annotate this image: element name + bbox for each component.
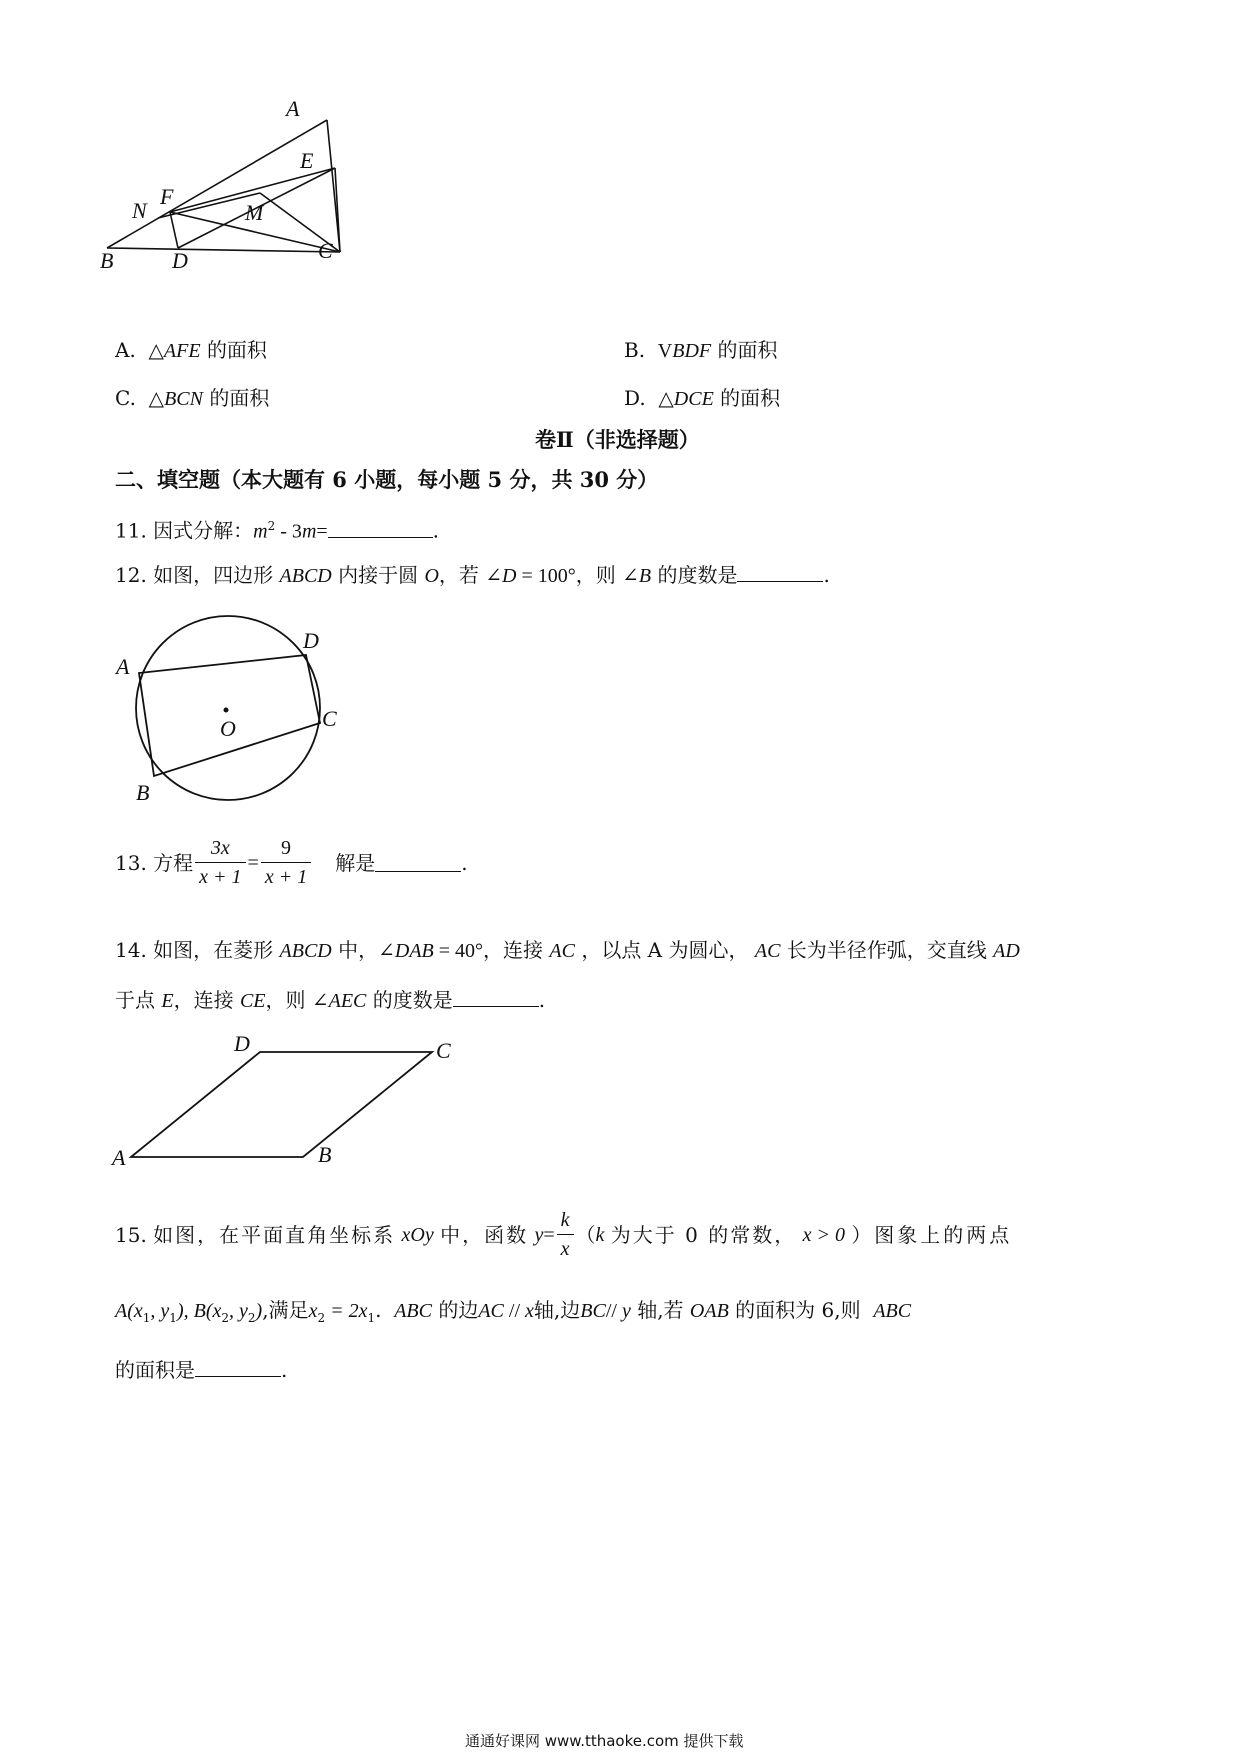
label-a: A bbox=[112, 1145, 126, 1170]
option-d[interactable]: D. △DCE 的面积 bbox=[624, 386, 781, 410]
question-12: 12. 如图，四边形 ABCD 内接于圆 O，若 ∠D = 100°，则 ∠B 的度数是 . bbox=[115, 563, 830, 587]
fraction-k-over-x: $\frac{k}{x}$ bbox=[557, 1208, 574, 1261]
option-a[interactable]: A. △AFE 的面积 bbox=[115, 338, 267, 362]
question-15-line-2: $A(x_1$, $y_1$), $B(x_2$, $y_2$),满足$x_2 = 2x_1$. ABC 的边AC // x轴,边BC// y 轴,若 OAB 的面积为 6,则 ABC bbox=[115, 1298, 912, 1325]
segment-fd bbox=[170, 212, 178, 248]
question-14-line-2: 于点 E，连接 CE，则 ∠AEC 的度数是 . bbox=[115, 988, 546, 1012]
rhombus-abcd bbox=[131, 1052, 432, 1157]
label-d: D bbox=[303, 628, 319, 653]
answer-blank-14[interactable] bbox=[453, 988, 539, 1007]
label-c: C bbox=[322, 706, 337, 731]
question-11: 11. 因式分解：$m^2 - 3m=$ . bbox=[115, 518, 440, 543]
label-e: E bbox=[300, 148, 314, 173]
segment-bc bbox=[107, 248, 340, 252]
label-n: N bbox=[132, 198, 147, 223]
question-15-line-1: 15. 如图，在平面直角坐标系 xOy 中，函数 y = $\frac{k}{x}$ （ k 为大于 0 的常数， x > 0 ）图象上的两点 bbox=[115, 1209, 1013, 1260]
rhombus-figure bbox=[110, 1030, 470, 1170]
section-title: 二、填空题（本大题有 6 小题，每小题 5 分，共 30 分） bbox=[115, 467, 659, 492]
label-b: B bbox=[136, 780, 150, 805]
answer-blank-11[interactable] bbox=[328, 519, 433, 538]
footer: 通通好课网 www.tthaoke.com 提供下载 bbox=[465, 1732, 744, 1750]
label-a: A bbox=[286, 100, 300, 121]
label-c: C bbox=[318, 238, 333, 263]
option-b[interactable]: B. VBDF 的面积 bbox=[624, 338, 778, 362]
question-15-line-3: 的面积是 . bbox=[115, 1358, 288, 1382]
label-a: A bbox=[116, 654, 130, 679]
label-c: C bbox=[436, 1038, 451, 1063]
label-b: B bbox=[318, 1142, 332, 1167]
question-13: 13. 方程 $\frac{3x}{x + 1}$ = $\frac{9}{x + 1}$ 解是 . bbox=[115, 837, 468, 888]
label-b: B bbox=[100, 248, 114, 273]
part-title: 卷Ⅱ（非选择题） bbox=[535, 427, 700, 452]
option-c[interactable]: C. △BCN 的面积 bbox=[115, 386, 270, 410]
question-14-line-1: 14. 如图，在菱形 ABCD 中，∠DAB = 40°，连接 AC ，以点 A 为圆心， AC 长为半径作弧，交直线 AD bbox=[115, 938, 1020, 962]
answer-blank-15[interactable] bbox=[195, 1358, 281, 1377]
label-m: M bbox=[245, 200, 264, 225]
fraction-right: $\frac{9}{x + 1}$ bbox=[261, 836, 311, 889]
center-dot bbox=[224, 708, 229, 713]
answer-blank-12[interactable] bbox=[737, 563, 823, 582]
circle-figure bbox=[110, 608, 360, 808]
answer-blank-13[interactable] bbox=[375, 853, 461, 872]
triangle-figure bbox=[100, 100, 380, 280]
label-d: D bbox=[234, 1031, 250, 1056]
label-f: F bbox=[160, 184, 174, 209]
fraction-left: $\frac{3x}{x + 1}$ bbox=[195, 836, 245, 889]
label-o: O bbox=[220, 716, 236, 741]
label-d: D bbox=[172, 248, 188, 273]
